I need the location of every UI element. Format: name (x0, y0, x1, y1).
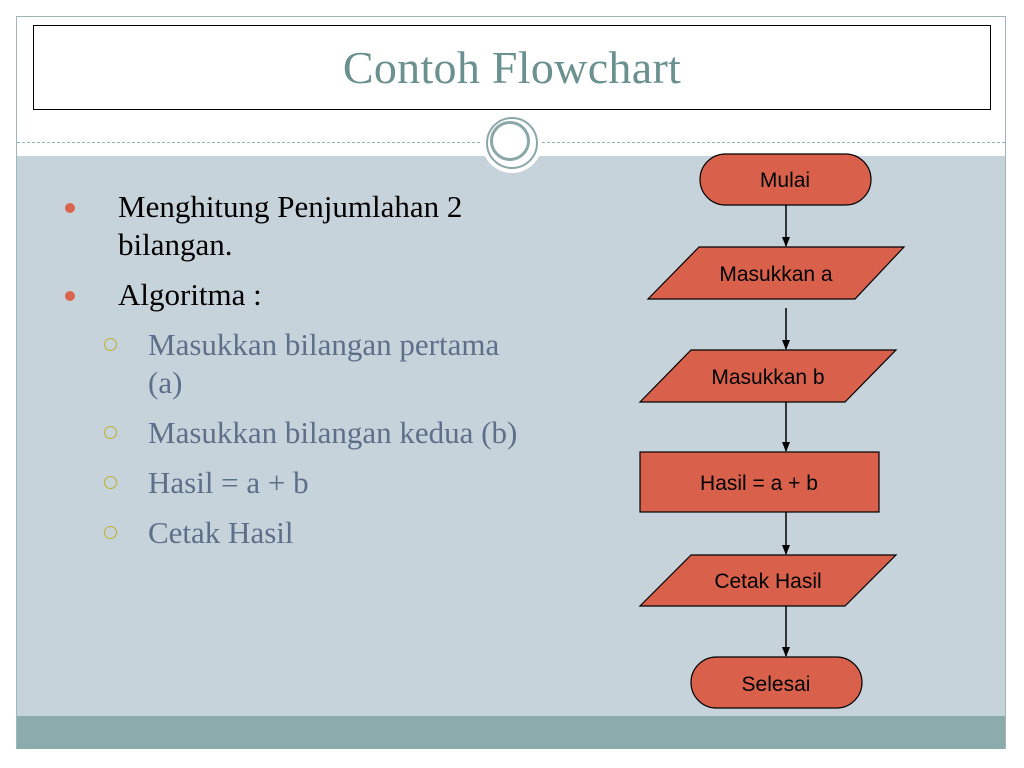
flow-node-label: Masukkan a (719, 263, 833, 286)
sub-bullet-text: Cetak Hasil (148, 515, 294, 550)
flow-node-label: Masukkan b (711, 366, 825, 389)
bullet-text: Menghitung Penjumlahan 2 bilangan. (118, 189, 463, 262)
flow-node-label: Selesai (741, 673, 811, 696)
flow-node-process (640, 452, 879, 512)
flow-node-end (691, 657, 862, 708)
slide-title: Contoh Flowchart (342, 42, 682, 93)
sub-bullet-text: Masukkan bilangan kedua (b) (148, 415, 518, 450)
flow-node-output (640, 555, 896, 606)
sub-bullet-text: Masukkan bilangan pertama (a) (148, 327, 500, 400)
flow-node-label: Cetak Hasil (714, 570, 822, 593)
flow-node-label: Mulai (759, 169, 811, 192)
flow-node-input-a (648, 247, 904, 299)
flow-node-start (700, 154, 871, 205)
bullet-text: Algoritma : (118, 277, 262, 312)
flow-node-input-b (640, 350, 896, 402)
flow-node-label: Hasil = a + b (700, 472, 818, 495)
sub-bullet-text: Hasil = a + b (148, 465, 309, 500)
